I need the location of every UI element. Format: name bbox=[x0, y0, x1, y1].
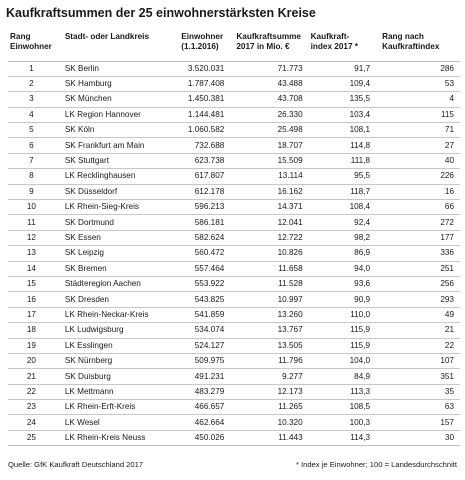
cell-purchasing-sum: 26.330 bbox=[226, 107, 304, 122]
cell-index-rank: 157 bbox=[372, 415, 460, 430]
cell-index: 115,9 bbox=[305, 323, 372, 338]
cell-name: LK Region Hannover bbox=[55, 107, 169, 122]
cell-name: SK Essen bbox=[55, 230, 169, 245]
cell-population: 1.787.408 bbox=[169, 76, 226, 91]
cell-population: 543.825 bbox=[169, 292, 226, 307]
cell-purchasing-sum: 13.767 bbox=[226, 323, 304, 338]
cell-population: 450.026 bbox=[169, 430, 226, 445]
cell-rank: 22 bbox=[8, 384, 55, 399]
cell-name: LK Rhein-Kreis Neuss bbox=[55, 430, 169, 445]
cell-name: LK Ludwigsburg bbox=[55, 323, 169, 338]
cell-rank: 4 bbox=[8, 107, 55, 122]
cell-name: SK Dresden bbox=[55, 292, 169, 307]
table-row bbox=[8, 138, 460, 153]
cell-name: SK Düsseldorf bbox=[55, 184, 169, 199]
table-row bbox=[8, 215, 460, 230]
cell-population: 509.975 bbox=[169, 353, 226, 368]
cell-index: 94,0 bbox=[305, 261, 372, 276]
header-purchasing-sum: Kaufkraftsumme 2017 in Mio. € bbox=[226, 30, 304, 61]
cell-purchasing-sum: 18.707 bbox=[226, 138, 304, 153]
table-row bbox=[8, 246, 460, 261]
cell-purchasing-sum: 9.277 bbox=[226, 369, 304, 384]
cell-rank: 20 bbox=[8, 353, 55, 368]
cell-rank: 24 bbox=[8, 415, 55, 430]
cell-index-rank: 336 bbox=[372, 246, 460, 261]
index-footnote: * Index je Einwohner; 100 = Landesdurchschnitt bbox=[295, 460, 457, 469]
cell-purchasing-sum: 12.722 bbox=[226, 230, 304, 245]
cell-purchasing-sum: 13.260 bbox=[226, 307, 304, 322]
cell-index: 95,5 bbox=[305, 169, 372, 184]
table-row bbox=[8, 200, 460, 215]
cell-name: LK Recklinghausen bbox=[55, 169, 169, 184]
cell-rank: 9 bbox=[8, 184, 55, 199]
header-index: Kaufkraft-index 2017 * bbox=[305, 30, 372, 61]
cell-rank: 19 bbox=[8, 338, 55, 353]
cell-population: 534.074 bbox=[169, 323, 226, 338]
cell-population: 586.181 bbox=[169, 215, 226, 230]
cell-index: 104,0 bbox=[305, 353, 372, 368]
cell-name: SK Leipzig bbox=[55, 246, 169, 261]
cell-rank: 16 bbox=[8, 292, 55, 307]
cell-purchasing-sum: 43.488 bbox=[226, 76, 304, 91]
cell-index: 108,5 bbox=[305, 400, 372, 415]
cell-index-rank: 30 bbox=[372, 430, 460, 445]
cell-purchasing-sum: 11.443 bbox=[226, 430, 304, 445]
cell-index-rank: 71 bbox=[372, 123, 460, 138]
cell-population: 553.922 bbox=[169, 276, 226, 291]
cell-index: 111,8 bbox=[305, 153, 372, 168]
cell-index-rank: 293 bbox=[372, 292, 460, 307]
table-row bbox=[8, 107, 460, 122]
cell-name: LK Mettmann bbox=[55, 384, 169, 399]
cell-index-rank: 107 bbox=[372, 353, 460, 368]
cell-population: 582.624 bbox=[169, 230, 226, 245]
cell-index-rank: 351 bbox=[372, 369, 460, 384]
table-header bbox=[8, 30, 460, 61]
cell-rank: 25 bbox=[8, 430, 55, 445]
cell-index: 90,9 bbox=[305, 292, 372, 307]
cell-rank: 8 bbox=[8, 169, 55, 184]
cell-name: SK Duisburg bbox=[55, 369, 169, 384]
cell-population: 466.657 bbox=[169, 400, 226, 415]
table-row bbox=[8, 292, 460, 307]
cell-purchasing-sum: 43.708 bbox=[226, 92, 304, 107]
header-population: Einwohner (1.1.2016) bbox=[169, 30, 226, 61]
cell-purchasing-sum: 14.371 bbox=[226, 200, 304, 215]
cell-index: 114,3 bbox=[305, 430, 372, 445]
cell-rank: 12 bbox=[8, 230, 55, 245]
cell-rank: 7 bbox=[8, 153, 55, 168]
table-row bbox=[8, 184, 460, 199]
cell-rank: 10 bbox=[8, 200, 55, 215]
table-row bbox=[8, 61, 460, 76]
cell-index: 92,4 bbox=[305, 215, 372, 230]
cell-name: SK Nürnberg bbox=[55, 353, 169, 368]
cell-name: LK Rhein-Erft-Kreis bbox=[55, 400, 169, 415]
cell-rank: 17 bbox=[8, 307, 55, 322]
cell-index-rank: 21 bbox=[372, 323, 460, 338]
cell-index-rank: 66 bbox=[372, 200, 460, 215]
page-title: Kaufkraftsummen der 25 einwohnerstärksten Kreise bbox=[6, 6, 316, 20]
table-row bbox=[8, 353, 460, 368]
cell-name: SK München bbox=[55, 92, 169, 107]
cell-name: LK Esslingen bbox=[55, 338, 169, 353]
cell-index: 84,9 bbox=[305, 369, 372, 384]
table-row bbox=[8, 169, 460, 184]
cell-index-rank: 53 bbox=[372, 76, 460, 91]
cell-population: 612.178 bbox=[169, 184, 226, 199]
cell-index-rank: 226 bbox=[372, 169, 460, 184]
cell-index: 98,2 bbox=[305, 230, 372, 245]
cell-name: SK Hamburg bbox=[55, 76, 169, 91]
cell-population: 1.450.381 bbox=[169, 92, 226, 107]
cell-index-rank: 4 bbox=[372, 92, 460, 107]
header-index-rank: Rang nach Kaufkraftindex bbox=[372, 30, 460, 61]
table-row bbox=[8, 384, 460, 399]
cell-rank: 15 bbox=[8, 276, 55, 291]
cell-index-rank: 40 bbox=[372, 153, 460, 168]
cell-index-rank: 63 bbox=[372, 400, 460, 415]
cell-index-rank: 177 bbox=[372, 230, 460, 245]
cell-index: 103,4 bbox=[305, 107, 372, 122]
cell-index: 114,8 bbox=[305, 138, 372, 153]
cell-index-rank: 286 bbox=[372, 61, 460, 76]
cell-population: 1.060.582 bbox=[169, 123, 226, 138]
cell-name: SK Frankfurt am Main bbox=[55, 138, 169, 153]
table-row bbox=[8, 400, 460, 415]
cell-name: LK Rhein-Sieg-Kreis bbox=[55, 200, 169, 215]
header-rank: Rang Einwohner bbox=[8, 30, 55, 61]
cell-index: 115,9 bbox=[305, 338, 372, 353]
cell-index: 113,3 bbox=[305, 384, 372, 399]
cell-index: 110,0 bbox=[305, 307, 372, 322]
cell-purchasing-sum: 11.265 bbox=[226, 400, 304, 415]
table-row bbox=[8, 153, 460, 168]
cell-index-rank: 272 bbox=[372, 215, 460, 230]
cell-index-rank: 35 bbox=[372, 384, 460, 399]
cell-purchasing-sum: 11.796 bbox=[226, 353, 304, 368]
cell-population: 732.688 bbox=[169, 138, 226, 153]
cell-population: 462.664 bbox=[169, 415, 226, 430]
cell-name: SK Stuttgart bbox=[55, 153, 169, 168]
cell-index-rank: 49 bbox=[372, 307, 460, 322]
cell-name: SK Berlin bbox=[55, 61, 169, 76]
table-body bbox=[8, 61, 460, 446]
cell-purchasing-sum: 25.498 bbox=[226, 123, 304, 138]
cell-population: 596.213 bbox=[169, 200, 226, 215]
table-row bbox=[8, 261, 460, 276]
table-row bbox=[8, 415, 460, 430]
cell-purchasing-sum: 13.505 bbox=[226, 338, 304, 353]
cell-name: LK Wesel bbox=[55, 415, 169, 430]
cell-population: 557.464 bbox=[169, 261, 226, 276]
cell-purchasing-sum: 16.162 bbox=[226, 184, 304, 199]
cell-rank: 18 bbox=[8, 323, 55, 338]
cell-population: 1.144.481 bbox=[169, 107, 226, 122]
cell-purchasing-sum: 10.320 bbox=[226, 415, 304, 430]
cell-name: SK Dortmund bbox=[55, 215, 169, 230]
cell-population: 617.807 bbox=[169, 169, 226, 184]
cell-rank: 2 bbox=[8, 76, 55, 91]
cell-population: 3.520.031 bbox=[169, 61, 226, 76]
table-row bbox=[8, 76, 460, 91]
cell-index: 108,4 bbox=[305, 200, 372, 215]
table-row bbox=[8, 430, 460, 445]
cell-rank: 1 bbox=[8, 61, 55, 76]
cell-name: Städteregion Aachen bbox=[55, 276, 169, 291]
cell-index: 135,5 bbox=[305, 92, 372, 107]
cell-index-rank: 22 bbox=[372, 338, 460, 353]
cell-index-rank: 256 bbox=[372, 276, 460, 291]
table-row bbox=[8, 307, 460, 322]
cell-index: 86,9 bbox=[305, 246, 372, 261]
cell-population: 623.738 bbox=[169, 153, 226, 168]
cell-index: 91,7 bbox=[305, 61, 372, 76]
cell-rank: 5 bbox=[8, 123, 55, 138]
cell-index: 118,7 bbox=[305, 184, 372, 199]
cell-population: 524.127 bbox=[169, 338, 226, 353]
header-row bbox=[8, 30, 460, 61]
cell-index-rank: 27 bbox=[372, 138, 460, 153]
cell-purchasing-sum: 12.173 bbox=[226, 384, 304, 399]
cell-rank: 14 bbox=[8, 261, 55, 276]
cell-purchasing-sum: 15.509 bbox=[226, 153, 304, 168]
purchasing-power-table bbox=[8, 30, 460, 446]
cell-rank: 3 bbox=[8, 92, 55, 107]
cell-index: 109,4 bbox=[305, 76, 372, 91]
table-row bbox=[8, 323, 460, 338]
cell-rank: 13 bbox=[8, 246, 55, 261]
table-row bbox=[8, 276, 460, 291]
cell-rank: 21 bbox=[8, 369, 55, 384]
cell-name: LK Rhein-Neckar-Kreis bbox=[55, 307, 169, 322]
cell-index: 100,3 bbox=[305, 415, 372, 430]
cell-population: 560.472 bbox=[169, 246, 226, 261]
cell-population: 541.859 bbox=[169, 307, 226, 322]
cell-index-rank: 251 bbox=[372, 261, 460, 276]
cell-rank: 23 bbox=[8, 400, 55, 415]
table-row bbox=[8, 92, 460, 107]
cell-purchasing-sum: 71.773 bbox=[226, 61, 304, 76]
cell-rank: 6 bbox=[8, 138, 55, 153]
cell-population: 483.279 bbox=[169, 384, 226, 399]
cell-index: 93,6 bbox=[305, 276, 372, 291]
cell-purchasing-sum: 13.114 bbox=[226, 169, 304, 184]
cell-index-rank: 115 bbox=[372, 107, 460, 122]
cell-name: SK Bremen bbox=[55, 261, 169, 276]
cell-index: 108,1 bbox=[305, 123, 372, 138]
cell-purchasing-sum: 11.658 bbox=[226, 261, 304, 276]
table-row bbox=[8, 369, 460, 384]
cell-index-rank: 16 bbox=[372, 184, 460, 199]
cell-rank: 11 bbox=[8, 215, 55, 230]
table-row bbox=[8, 230, 460, 245]
cell-purchasing-sum: 10.997 bbox=[226, 292, 304, 307]
header-name: Stadt- oder Landkreis bbox=[55, 30, 169, 61]
table-row bbox=[8, 338, 460, 353]
source-note: Quelle: GfK Kaufkraft Deutschland 2017 bbox=[8, 460, 144, 469]
cell-purchasing-sum: 10.826 bbox=[226, 246, 304, 261]
cell-population: 491.231 bbox=[169, 369, 226, 384]
cell-name: SK Köln bbox=[55, 123, 169, 138]
cell-purchasing-sum: 11.528 bbox=[226, 276, 304, 291]
cell-purchasing-sum: 12.041 bbox=[226, 215, 304, 230]
table-row bbox=[8, 123, 460, 138]
